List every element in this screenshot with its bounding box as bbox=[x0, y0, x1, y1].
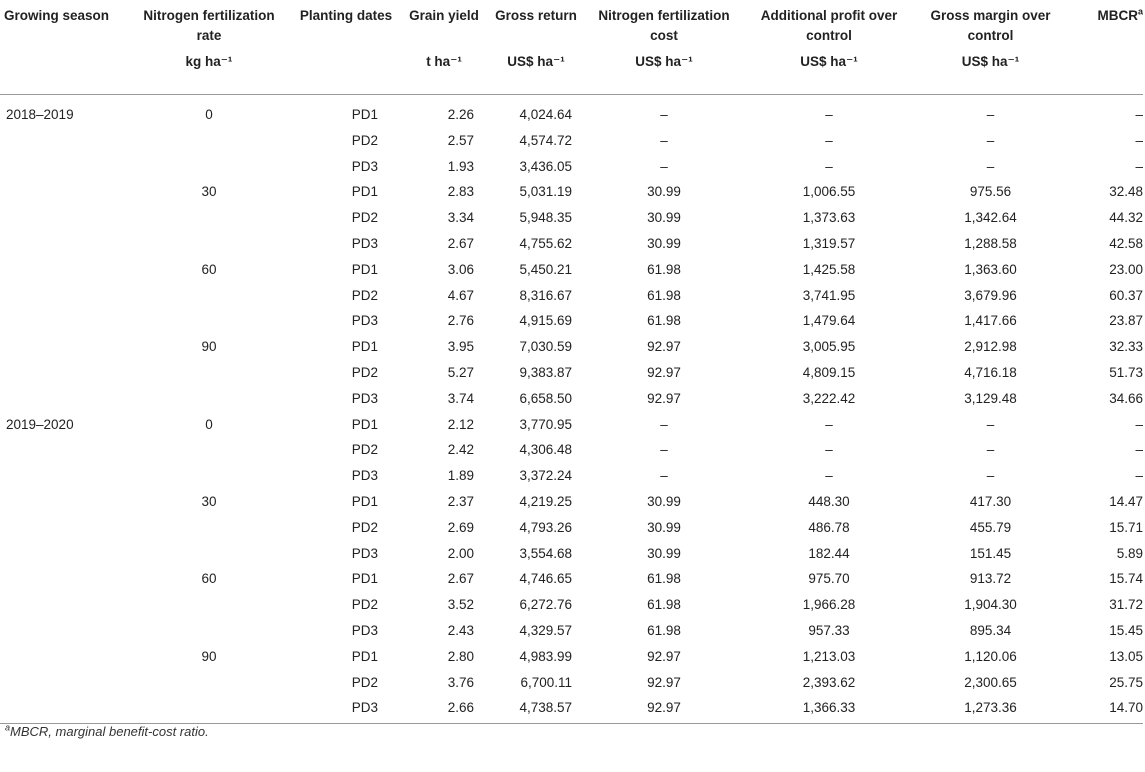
header-additional-profit: Additional profit over control US$ ha⁻¹ bbox=[742, 6, 916, 95]
cell-additional-profit: – bbox=[825, 442, 833, 458]
cell-mbcr: 60.37 bbox=[1109, 287, 1143, 303]
table-row bbox=[0, 283, 1143, 309]
cell-growing-season bbox=[0, 592, 128, 618]
cell-mbcr: – bbox=[1135, 158, 1143, 174]
cell-additional-profit: 3,222.42 bbox=[802, 390, 856, 406]
cell-planting-date: PD3 bbox=[351, 622, 378, 638]
cell-mbcr: 32.33 bbox=[1109, 339, 1143, 355]
cell-grain-yield: 3.76 bbox=[447, 674, 474, 690]
cell-planting-date: PD2 bbox=[351, 287, 378, 303]
header-mbcr: MBCR$^a$ bbox=[1065, 6, 1143, 95]
cell-nitrogen-rate bbox=[128, 360, 290, 386]
cell-nitrogen-rate bbox=[128, 515, 290, 541]
cell-growing-season bbox=[0, 257, 128, 283]
cell-gross-margin: 1,417.66 bbox=[964, 313, 1017, 329]
table-row bbox=[0, 670, 1143, 696]
cell-mbcr: – bbox=[1135, 468, 1143, 484]
header-gross-margin-unit: US$ ha⁻¹ bbox=[961, 54, 1020, 69]
cell-gross-return: 4,306.48 bbox=[519, 442, 572, 458]
cell-additional-profit: 975.70 bbox=[808, 571, 850, 587]
table-row bbox=[0, 566, 1143, 592]
cell-gross-return: 5,948.35 bbox=[519, 210, 572, 226]
cell-mbcr: 32.48 bbox=[1109, 184, 1143, 200]
cell-mbcr: 44.32 bbox=[1109, 210, 1143, 226]
table-row bbox=[0, 695, 1143, 723]
header-planting-dates: Planting dates bbox=[290, 6, 402, 95]
cell-planting-date: PD3 bbox=[351, 158, 378, 174]
cell-nitrogen-cost: 92.97 bbox=[647, 364, 681, 380]
cell-additional-profit: 1,319.57 bbox=[802, 235, 856, 251]
cell-gross-return: 4,793.26 bbox=[519, 519, 572, 535]
cell-additional-profit: 3,741.95 bbox=[802, 287, 856, 303]
cell-nitrogen-cost: – bbox=[660, 416, 668, 432]
cell-gross-margin: 455.79 bbox=[969, 519, 1012, 535]
cell-gross-return: 4,738.57 bbox=[486, 695, 586, 723]
cell-gross-return: 3,770.95 bbox=[519, 416, 572, 432]
cell-grain-yield: 1.93 bbox=[447, 158, 474, 174]
table-row bbox=[0, 128, 1143, 154]
cell-grain-yield: 2.42 bbox=[447, 442, 474, 458]
cell-planting-date: PD2 bbox=[351, 597, 378, 613]
table-row bbox=[0, 95, 1143, 128]
cell-nitrogen-rate bbox=[128, 541, 290, 567]
cell-growing-season bbox=[0, 541, 128, 567]
cell-mbcr: 15.71 bbox=[1109, 519, 1143, 535]
cell-planting-date: PD3 bbox=[351, 390, 378, 406]
cell-nitrogen-rate: 0 bbox=[205, 107, 213, 122]
cell-nitrogen-cost: 61.98 bbox=[647, 313, 681, 329]
cell-grain-yield: 2.00 bbox=[447, 545, 474, 561]
cell-mbcr: 34.66 bbox=[1109, 390, 1143, 406]
cell-nitrogen-cost: 30.99 bbox=[647, 184, 681, 200]
cell-gross-return: 3,554.68 bbox=[519, 545, 572, 561]
cell-growing-season: 2018–2019 bbox=[6, 107, 74, 122]
cell-growing-season bbox=[0, 283, 128, 309]
cell-additional-profit: 1,425.58 bbox=[802, 261, 856, 277]
cell-gross-margin: 1,273.36 bbox=[916, 695, 1065, 723]
cell-growing-season bbox=[0, 618, 128, 644]
cell-gross-return: 6,658.50 bbox=[519, 390, 572, 406]
cell-nitrogen-cost: 92.97 bbox=[647, 339, 681, 355]
cell-additional-profit: 1,006.55 bbox=[802, 184, 856, 200]
cell-gross-margin: 1,904.30 bbox=[964, 597, 1017, 613]
cell-growing-season bbox=[0, 334, 128, 360]
cell-grain-yield: 4.67 bbox=[447, 287, 474, 303]
cell-nitrogen-rate: 0 bbox=[205, 416, 213, 432]
cell-gross-return: 4,746.65 bbox=[519, 571, 572, 587]
cell-mbcr: 23.00 bbox=[1109, 261, 1143, 277]
cell-grain-yield: 5.27 bbox=[447, 364, 474, 380]
cell-gross-return: 4,024.64 bbox=[519, 107, 572, 122]
cell-mbcr: – bbox=[1135, 107, 1143, 122]
table-body bbox=[0, 95, 1143, 724]
cell-additional-profit: 182.44 bbox=[808, 545, 850, 561]
cell-nitrogen-rate: 30 bbox=[201, 184, 217, 200]
cell-growing-season bbox=[0, 386, 128, 412]
cell-growing-season bbox=[0, 154, 128, 180]
cell-gross-margin: 417.30 bbox=[969, 493, 1012, 509]
cell-grain-yield: 2.43 bbox=[447, 622, 474, 638]
cell-additional-profit: – bbox=[825, 416, 833, 432]
table-row bbox=[0, 515, 1143, 541]
cell-nitrogen-rate bbox=[128, 695, 290, 723]
cell-additional-profit: 1,966.28 bbox=[802, 597, 856, 613]
cell-gross-return: 8,316.67 bbox=[519, 287, 572, 303]
cell-growing-season bbox=[0, 670, 128, 696]
cell-gross-margin: 1,288.58 bbox=[964, 235, 1017, 251]
cell-grain-yield: 3.95 bbox=[447, 339, 474, 355]
cell-planting-date: PD1 bbox=[351, 339, 378, 355]
cell-growing-season bbox=[0, 308, 128, 334]
cell-gross-return: 4,329.57 bbox=[519, 622, 572, 638]
cell-nitrogen-rate: 90 bbox=[201, 339, 217, 355]
table-row bbox=[0, 154, 1143, 180]
cell-nitrogen-rate bbox=[128, 283, 290, 309]
header-grain-yield-unit: t ha⁻¹ bbox=[426, 54, 462, 69]
cell-nitrogen-cost: – bbox=[660, 442, 668, 458]
cell-grain-yield: 3.74 bbox=[447, 390, 474, 406]
cell-gross-margin: – bbox=[986, 107, 995, 122]
cell-additional-profit: 2,393.62 bbox=[802, 674, 856, 690]
cell-gross-return: 3,372.24 bbox=[519, 468, 572, 484]
cell-nitrogen-cost: – bbox=[660, 132, 668, 148]
cell-gross-margin: 975.56 bbox=[969, 184, 1012, 200]
cell-gross-return: 7,030.59 bbox=[519, 339, 572, 355]
header-nitrogen-cost: Nitrogen fertilization cost US$ ha⁻¹ bbox=[586, 6, 742, 95]
header-gross-return-unit: US$ ha⁻¹ bbox=[507, 54, 565, 69]
cell-grain-yield: 2.26 bbox=[447, 107, 474, 122]
cell-gross-return: 5,450.21 bbox=[519, 261, 572, 277]
cell-growing-season bbox=[0, 437, 128, 463]
cell-planting-date: PD2 bbox=[351, 442, 378, 458]
cell-planting-date: PD2 bbox=[351, 674, 378, 690]
cell-nitrogen-rate bbox=[128, 231, 290, 257]
header-nitrogen-cost-unit: US$ ha⁻¹ bbox=[635, 54, 693, 69]
cell-growing-season bbox=[0, 695, 128, 723]
cell-growing-season bbox=[0, 566, 128, 592]
table-row bbox=[0, 437, 1143, 463]
cell-grain-yield: 2.37 bbox=[447, 493, 474, 509]
cell-nitrogen-rate bbox=[128, 670, 290, 696]
cell-mbcr: 13.05 bbox=[1109, 648, 1143, 664]
header-gross-margin: Gross margin over control US$ ha⁻¹ bbox=[916, 6, 1065, 95]
cell-gross-margin: – bbox=[986, 442, 995, 458]
cell-grain-yield: 2.69 bbox=[447, 519, 474, 535]
footnote-marker: a bbox=[5, 722, 11, 733]
cell-nitrogen-rate bbox=[128, 128, 290, 154]
cell-planting-date: PD1 bbox=[351, 648, 378, 664]
table-row bbox=[0, 618, 1143, 644]
cell-additional-profit: – bbox=[825, 107, 833, 122]
cell-growing-season bbox=[0, 489, 128, 515]
cell-nitrogen-rate bbox=[128, 308, 290, 334]
cell-gross-margin: – bbox=[986, 468, 995, 484]
cell-nitrogen-cost: 30.99 bbox=[647, 545, 681, 561]
cell-grain-yield: 3.34 bbox=[447, 210, 474, 226]
cell-planting-date: PD2 bbox=[351, 364, 378, 380]
cell-mbcr: 42.58 bbox=[1109, 235, 1143, 251]
cell-planting-date: PD3 bbox=[351, 235, 378, 251]
header-nitrogen-rate: Nitrogen fertilization rate kg ha⁻¹ bbox=[128, 6, 290, 95]
cell-grain-yield: 2.76 bbox=[447, 313, 474, 329]
cell-gross-margin: 2,912.98 bbox=[964, 339, 1017, 355]
cell-gross-margin: – bbox=[986, 416, 995, 432]
cell-additional-profit: 448.30 bbox=[808, 493, 850, 509]
cell-nitrogen-cost: 92.97 bbox=[586, 695, 742, 723]
cell-planting-date: PD1 bbox=[351, 261, 378, 277]
data-table bbox=[0, 6, 1143, 724]
cell-growing-season bbox=[0, 231, 128, 257]
cell-nitrogen-rate: 90 bbox=[201, 648, 217, 664]
cell-mbcr: – bbox=[1135, 416, 1143, 432]
cell-growing-season bbox=[0, 515, 128, 541]
cell-mbcr: 15.45 bbox=[1109, 622, 1143, 638]
cell-gross-margin: 4,716.18 bbox=[964, 364, 1017, 380]
cell-growing-season: 2019–2020 bbox=[6, 416, 74, 432]
cell-gross-margin: 1,342.64 bbox=[964, 210, 1017, 226]
cell-growing-season bbox=[0, 360, 128, 386]
cell-planting-date: PD3 bbox=[290, 695, 402, 723]
cell-gross-margin: – bbox=[986, 132, 995, 148]
cell-nitrogen-cost: 61.98 bbox=[647, 287, 681, 303]
cell-nitrogen-cost: 30.99 bbox=[647, 235, 681, 251]
cell-planting-date: PD1 bbox=[351, 107, 378, 122]
cell-planting-date: PD3 bbox=[351, 313, 378, 329]
cell-nitrogen-cost: 92.97 bbox=[647, 674, 681, 690]
cell-additional-profit: 486.78 bbox=[808, 519, 850, 535]
cell-grain-yield: 2.67 bbox=[447, 571, 474, 587]
cell-growing-season bbox=[0, 128, 128, 154]
header-nitrogen-rate-unit: kg ha⁻¹ bbox=[185, 54, 233, 69]
cell-nitrogen-rate bbox=[128, 592, 290, 618]
cell-nitrogen-cost: – bbox=[660, 468, 668, 484]
cell-nitrogen-cost: 92.97 bbox=[647, 390, 681, 406]
cell-mbcr: 5.89 bbox=[1116, 545, 1143, 561]
cell-nitrogen-rate bbox=[128, 154, 290, 180]
cell-grain-yield: 2.83 bbox=[447, 184, 474, 200]
cell-gross-return: 4,983.99 bbox=[519, 648, 572, 664]
cell-grain-yield: 2.57 bbox=[447, 132, 474, 148]
cell-nitrogen-cost: 61.98 bbox=[647, 622, 681, 638]
table-row bbox=[0, 257, 1143, 283]
table-row bbox=[0, 231, 1143, 257]
table-row bbox=[0, 334, 1143, 360]
cell-nitrogen-rate bbox=[128, 386, 290, 412]
cell-nitrogen-cost: – bbox=[660, 107, 668, 122]
table-row bbox=[0, 541, 1143, 567]
cell-mbcr: 31.72 bbox=[1109, 597, 1143, 613]
cell-additional-profit: 1,373.63 bbox=[802, 210, 856, 226]
cell-additional-profit: 4,809.15 bbox=[802, 364, 856, 380]
cell-additional-profit: 957.33 bbox=[808, 622, 850, 638]
cell-gross-return: 3,436.05 bbox=[519, 158, 572, 174]
table-row bbox=[0, 360, 1143, 386]
cell-gross-margin: 2,300.65 bbox=[964, 674, 1017, 690]
cell-additional-profit: 1,213.03 bbox=[802, 648, 856, 664]
cell-planting-date: PD1 bbox=[351, 416, 378, 432]
cell-gross-return: 4,915.69 bbox=[519, 313, 572, 329]
cell-grain-yield: 2.12 bbox=[447, 416, 474, 432]
cell-gross-return: 4,574.72 bbox=[519, 132, 572, 148]
cell-additional-profit: – bbox=[825, 158, 833, 174]
cell-gross-return: 6,700.11 bbox=[520, 674, 572, 690]
cell-additional-profit: 1,366.33 bbox=[742, 695, 916, 723]
table-row bbox=[0, 644, 1143, 670]
cell-planting-date: PD1 bbox=[351, 571, 378, 587]
cell-nitrogen-cost: 61.98 bbox=[647, 597, 681, 613]
cell-grain-yield: 3.52 bbox=[447, 597, 474, 613]
table-row bbox=[0, 489, 1143, 515]
cell-nitrogen-cost: – bbox=[660, 158, 668, 174]
cell-nitrogen-cost: 30.99 bbox=[647, 493, 681, 509]
cell-gross-return: 4,755.62 bbox=[519, 235, 572, 251]
cell-gross-margin: 3,129.48 bbox=[964, 390, 1017, 406]
cell-nitrogen-rate bbox=[128, 205, 290, 231]
cell-nitrogen-cost: 30.99 bbox=[647, 210, 681, 226]
cell-growing-season bbox=[0, 644, 128, 670]
table-row bbox=[0, 592, 1143, 618]
cell-gross-return: 9,383.87 bbox=[519, 364, 572, 380]
cell-mbcr: 23.87 bbox=[1109, 313, 1143, 329]
cell-nitrogen-cost: 30.99 bbox=[647, 519, 681, 535]
cell-nitrogen-rate: 60 bbox=[201, 571, 217, 587]
cell-gross-margin: 895.34 bbox=[969, 622, 1012, 638]
cell-planting-date: PD3 bbox=[351, 545, 378, 561]
cell-nitrogen-cost: 92.97 bbox=[647, 648, 681, 664]
cell-nitrogen-rate bbox=[128, 463, 290, 489]
cell-gross-margin: 3,679.96 bbox=[964, 287, 1017, 303]
cell-planting-date: PD2 bbox=[351, 210, 378, 226]
header-grain-yield: Grain yield t ha⁻¹ bbox=[402, 6, 486, 95]
cell-mbcr: 25.75 bbox=[1109, 674, 1143, 690]
table-row bbox=[0, 386, 1143, 412]
cell-gross-margin: 1,363.60 bbox=[964, 261, 1017, 277]
cell-gross-return: 4,219.25 bbox=[519, 493, 572, 509]
cell-nitrogen-rate: 60 bbox=[201, 261, 217, 277]
cell-additional-profit: – bbox=[825, 132, 833, 148]
cell-grain-yield: 2.80 bbox=[447, 648, 474, 664]
table-row bbox=[0, 179, 1143, 205]
cell-grain-yield: 2.67 bbox=[447, 235, 474, 251]
header-growing-season: Growing season bbox=[0, 6, 128, 95]
cell-planting-date: PD1 bbox=[351, 184, 378, 200]
cell-mbcr: – bbox=[1135, 442, 1143, 458]
footnote-text: MBCR, marginal benefit-cost ratio. bbox=[10, 724, 209, 739]
cell-growing-season bbox=[0, 205, 128, 231]
cell-grain-yield: 1.89 bbox=[447, 468, 474, 484]
cell-additional-profit: – bbox=[825, 468, 833, 484]
cell-mbcr: 51.73 bbox=[1109, 364, 1143, 380]
header-mbcr-footnote-marker: a bbox=[1137, 6, 1143, 17]
cell-grain-yield: 2.66 bbox=[402, 695, 486, 723]
cell-planting-date: PD1 bbox=[351, 493, 378, 509]
cell-growing-season bbox=[0, 179, 128, 205]
cell-mbcr: 14.70 bbox=[1065, 695, 1143, 723]
cell-gross-return: 5,031.19 bbox=[519, 184, 572, 200]
cell-planting-date: PD3 bbox=[351, 468, 378, 484]
table-row bbox=[0, 463, 1143, 489]
cell-growing-season bbox=[0, 463, 128, 489]
cell-nitrogen-cost: 61.98 bbox=[647, 571, 681, 587]
cell-gross-margin: 1,120.06 bbox=[964, 648, 1017, 664]
cell-mbcr: 15.74 bbox=[1109, 571, 1143, 587]
cell-mbcr: – bbox=[1135, 132, 1143, 148]
table-row bbox=[0, 205, 1143, 231]
cell-gross-margin: – bbox=[986, 158, 995, 174]
table-header bbox=[0, 6, 1143, 95]
table-row bbox=[0, 308, 1143, 334]
cell-planting-date: PD2 bbox=[351, 132, 378, 148]
cell-grain-yield: 3.06 bbox=[447, 261, 474, 277]
cell-nitrogen-rate: 30 bbox=[201, 493, 217, 509]
cell-gross-margin: 151.45 bbox=[969, 545, 1012, 561]
cell-gross-return: 6,272.76 bbox=[519, 597, 572, 613]
cell-mbcr: 14.47 bbox=[1109, 493, 1143, 509]
cell-gross-margin: 913.72 bbox=[969, 571, 1012, 587]
cell-planting-date: PD2 bbox=[351, 519, 378, 535]
table-footnote bbox=[5, 724, 209, 739]
table-row bbox=[0, 412, 1143, 438]
header-gross-return: Gross return US$ ha⁻¹ bbox=[486, 6, 586, 95]
cell-additional-profit: 1,479.64 bbox=[802, 313, 856, 329]
header-additional-profit-unit: US$ ha⁻¹ bbox=[800, 54, 858, 69]
cell-nitrogen-rate bbox=[128, 618, 290, 644]
cell-nitrogen-rate bbox=[128, 437, 290, 463]
cell-nitrogen-cost: 61.98 bbox=[647, 261, 681, 277]
cell-additional-profit: 3,005.95 bbox=[802, 339, 856, 355]
